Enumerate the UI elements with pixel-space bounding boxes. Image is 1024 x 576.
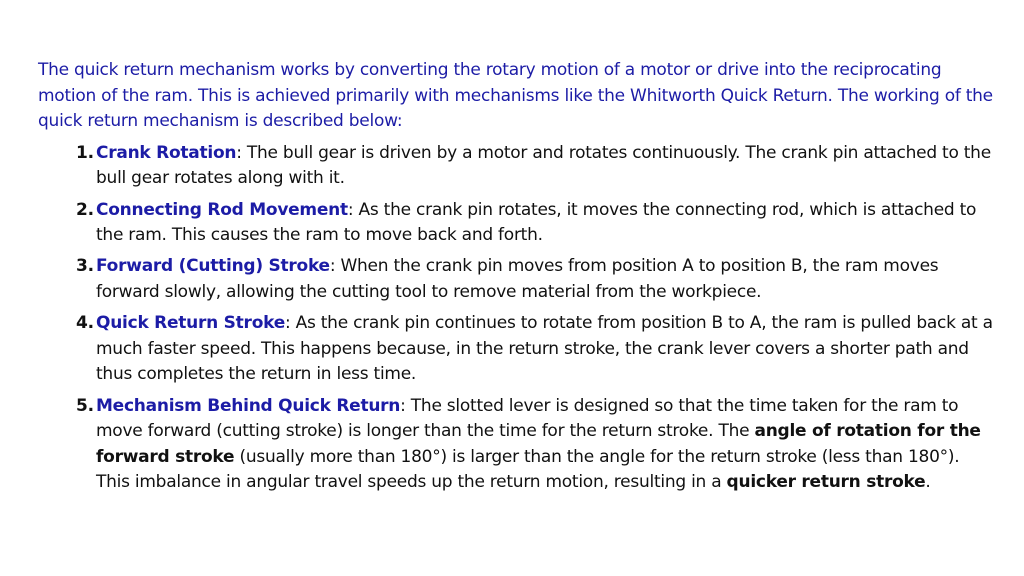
bold-phrase-quicker-return: quicker return stroke — [726, 472, 926, 493]
list-number: 3. — [76, 256, 94, 277]
item-text: : The slotted lever is designed so that the time taken for the ram to move forward (cutting stroke) is longer than the time for the return stroke. The — [96, 395, 959, 442]
term-forward-stroke: Forward (Cutting) Stroke — [96, 256, 330, 277]
term-quick-return-stroke: Quick Return Stroke — [96, 313, 285, 334]
term-mechanism-behind-quick-return: Mechanism Behind Quick Return — [96, 395, 401, 416]
intro-paragraph: The quick return mechanism works by converting the rotary motion of a motor or drive into the reciprocating motion of the ram. This is achieved primarily with mechanisms like the Whitworth Quick Return. The working of the quick return mechanism is described below: — [38, 60, 993, 132]
term-crank-rotation: Crank Rotation — [96, 142, 237, 163]
list-item-forward-stroke — [38, 254, 998, 305]
term-connecting-rod-movement: Connecting Rod Movement — [96, 199, 348, 220]
list-item-quick-return-stroke — [38, 311, 998, 388]
document-body — [38, 58, 998, 501]
list-item-mechanism-behind-quick-return — [38, 394, 998, 496]
item-text: : When the crank pin moves from position A to position B, the ram moves forward slowly, allowing the cutting tool to remove material from the workpiece. — [96, 256, 939, 302]
list-item-connecting-rod-movement — [38, 198, 998, 249]
item-text: (usually more than 180°) is larger than the angle for the return stroke (less than 180°). This imbalance in angular travel speeds up the return motion, resulting in a — [96, 446, 960, 493]
bold-phrase-angle-forward: angle of rotation for the forward stroke — [96, 421, 981, 467]
item-text: : As the crank pin continues to rotate from position B to A, the ram is pulled back at a much faster speed. This happens because, in the return stroke, the crank lever covers a shorter path and thus completes the return in less time. — [96, 313, 993, 385]
list-number: 2. — [76, 199, 94, 220]
steps-list — [38, 141, 998, 496]
list-item-crank-rotation — [38, 141, 998, 192]
list-number: 5. — [76, 395, 94, 416]
item-text: : The bull gear is driven by a motor and rotates continuously. The crank pin attached to the bull gear rotates along with it. — [96, 142, 991, 189]
list-number: 4. — [76, 313, 94, 334]
list-number: 1. — [76, 142, 94, 163]
item-text: . — [925, 472, 931, 493]
item-text: : As the crank pin rotates, it moves the connecting rod, which is attached to the ram. This causes the ram to move back and forth. — [96, 199, 977, 246]
